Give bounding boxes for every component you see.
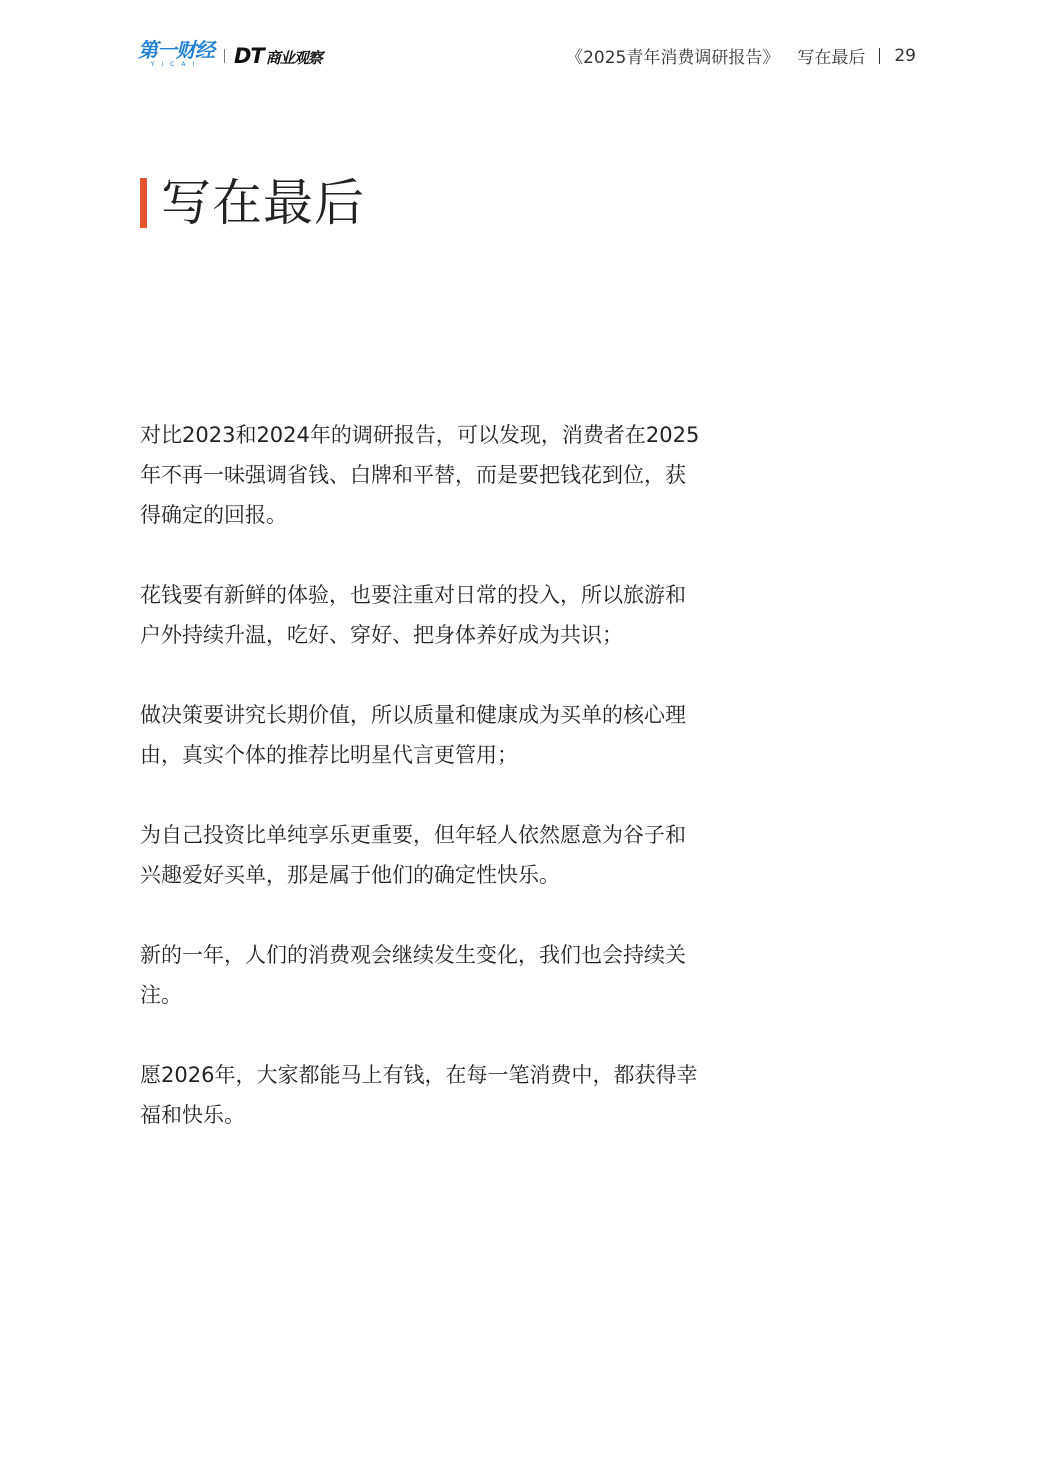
body-text (140, 415, 705, 1175)
paragraph: 愿2026年，大家都能马上有钱，在每一笔消费中，都获得幸福和快乐。 (140, 1063, 698, 1127)
yicai-logo-subtext: YICAI (150, 61, 202, 68)
logo-group (138, 40, 322, 72)
dt-logo-mark: DT (234, 44, 264, 68)
page-number: 29 (894, 45, 916, 66)
yicai-logo-text: 第一财经 (138, 38, 214, 62)
paragraph: 新的一年，人们的消费观会继续发生变化，我们也会持续关注。 (140, 943, 686, 1007)
yicai-logo (138, 40, 214, 72)
paragraph: 做决策要讲究长期价值，所以质量和健康成为买单的核心理由，真实个体的推荐比明星代言更管用； (140, 703, 686, 767)
page-title-block (140, 176, 365, 230)
paragraph: 对比2023和2024年的调研报告，可以发现，消费者在2025年不再一味强调省钱、白牌和平替，而是要把钱花到位，获得确定的回报。 (140, 423, 700, 527)
dt-logo-text: 商业观察 (265, 49, 322, 67)
paragraph: 花钱要有新鲜的体验，也要注重对日常的投入，所以旅游和户外持续升温，吃好、穿好、把身体养好成为共识； (140, 583, 686, 647)
page-header (0, 0, 1050, 110)
dt-logo (234, 44, 322, 68)
logo-divider (224, 49, 225, 63)
paragraph: 为自己投资比单纯享乐更重要，但年轻人依然愿意为谷子和兴趣爱好买单，那是属于他们的确定性快乐。 (140, 823, 686, 887)
section-title: 写在最后 (797, 48, 866, 68)
running-header (566, 43, 916, 68)
report-title: 《2025青年消费调研报告》 (566, 48, 780, 68)
title-accent-bar (140, 178, 147, 228)
header-divider (879, 48, 880, 64)
page-title: 写在最后 (161, 174, 365, 232)
